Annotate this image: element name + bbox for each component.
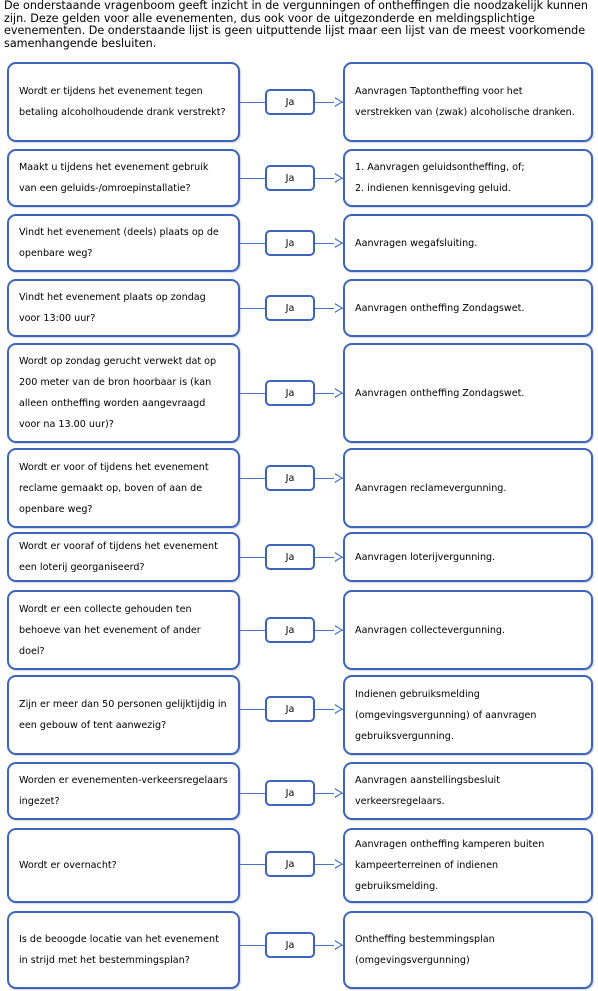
yes-button: Ja xyxy=(265,780,315,806)
connector-line xyxy=(240,308,265,309)
answer-text: Aanvragen collectevergunning. xyxy=(355,624,506,636)
yes-button: Ja xyxy=(265,617,315,643)
answer-box xyxy=(343,590,593,670)
answer-text: Aanvragen ontheffing Zondagswet. xyxy=(355,387,525,399)
question-box xyxy=(7,532,240,582)
question-text: Maakt u tijdens het evenement gebruik van een geluids-/omroepinstallatie? xyxy=(19,162,209,194)
question-text: Zijn er meer dan 50 personen gelijktijdig in een gebouw of tent aanwezig? xyxy=(19,699,227,731)
answer-text: Aanvragen reclamevergunning. xyxy=(355,482,507,494)
connector-line xyxy=(240,945,265,946)
yes-button: Ja xyxy=(265,295,315,321)
yes-button: Ja xyxy=(265,380,315,406)
yes-button: Ja xyxy=(265,544,315,570)
question-box xyxy=(7,828,240,903)
question-box xyxy=(7,762,240,820)
question-text: Wordt er tijdens het evenement tegen betaling alcoholhoudende drank verstrekt? xyxy=(19,86,226,118)
decision-row-overnight xyxy=(0,828,598,903)
answer-text: Aanvragen loterijvergunning. xyxy=(355,551,496,563)
arrow-icon xyxy=(335,238,343,248)
answer-text: Aanvragen Taptontheffing voor het verstrekken van (zwak) alcoholische dranken. xyxy=(355,86,575,118)
answer-text: Indienen gebruiksmelding (omgevingsvergunning) of aanvragen gebruiksvergunning. xyxy=(355,688,537,742)
question-text: Wordt er een collecte gehouden ten behoeve van het evenement of ander doel? xyxy=(19,603,201,657)
connector-line xyxy=(240,243,265,244)
answer-text: Aanvragen wegafsluiting. xyxy=(355,237,478,249)
question-text: Wordt er overnacht? xyxy=(19,860,117,871)
question-box xyxy=(7,343,240,443)
question-box xyxy=(7,62,240,142)
arrow-icon xyxy=(335,859,343,869)
connector-line xyxy=(240,557,265,558)
question-box xyxy=(7,448,240,528)
answer-text: Aanvragen ontheffing kamperen buiten kampeerterreinen of indienen gebruiksmelding. xyxy=(355,839,545,892)
decision-row-traffic xyxy=(0,762,598,820)
question-text: Worden er evenementen-verkeersregelaars ingezet? xyxy=(19,775,228,807)
arrow-icon xyxy=(335,173,343,183)
answer-box xyxy=(343,448,593,528)
answer-text: Aanvragen ontheffing Zondagswet. xyxy=(355,302,525,314)
question-box xyxy=(7,214,240,272)
connector-line xyxy=(240,478,265,479)
arrow-icon xyxy=(335,552,343,562)
answer-box xyxy=(343,762,593,820)
answer-box xyxy=(343,828,593,903)
connector-line xyxy=(240,393,265,394)
question-box xyxy=(7,279,240,337)
arrow-icon xyxy=(335,625,343,635)
yes-button: Ja xyxy=(265,230,315,256)
question-box xyxy=(7,675,240,755)
answer-box xyxy=(343,532,593,582)
decision-row-advertising xyxy=(0,448,598,528)
question-text: Wordt op zondag gerucht verwekt dat op 200 meter van de bron hoorbaar is (kan alleen ontheffing worden aangevraagd voor na 13.00 uur)? xyxy=(19,356,217,430)
yes-button: Ja xyxy=(265,465,315,491)
answer-box xyxy=(343,343,593,443)
arrow-icon xyxy=(335,473,343,483)
question-text: Vindt het evenement (deels) plaats op de openbare weg? xyxy=(19,227,219,259)
connector-line xyxy=(240,709,265,710)
question-box xyxy=(7,911,240,989)
decision-row-sound xyxy=(0,149,598,207)
connector-line xyxy=(240,178,265,179)
yes-button: Ja xyxy=(265,89,315,115)
answer-list-item: 2. indienen kennisgeving geluid. xyxy=(355,183,511,194)
arrow-icon xyxy=(335,704,343,714)
intro-text: De onderstaande vragenboom geeft inzicht in de vergunningen of ontheffingen die noodzakelijk kunnen zijn. Deze gelden voor alle evenementen, dus ook voor de uitgezonderde en meldingsplichtige evenementen. De onderstaande lijst is geen uitputtende lijst maar een lijst van de meest voorkomende samenhangende besluiten. xyxy=(4,0,588,50)
arrow-icon xyxy=(335,788,343,798)
answer-box xyxy=(343,279,593,337)
question-text: Vindt het evenement plaats op zondag voor 13:00 uur? xyxy=(19,292,206,324)
answer-box xyxy=(343,675,593,755)
answer-text: Aanvragen aanstellingsbesluit verkeersregelaars. xyxy=(355,775,500,807)
decision-row-alcohol xyxy=(0,62,598,142)
connector-line xyxy=(240,864,265,865)
arrow-icon xyxy=(335,388,343,398)
answer-box xyxy=(343,911,593,989)
connector-line xyxy=(240,102,265,103)
question-text: Wordt er vooraf of tijdens het evenement een loterij georganiseerd? xyxy=(19,541,218,573)
yes-button: Ja xyxy=(265,696,315,722)
question-box xyxy=(7,590,240,670)
arrow-icon xyxy=(335,303,343,313)
decision-row-collection xyxy=(0,590,598,670)
decision-row-road xyxy=(0,214,598,272)
answer-list-item: 1. Aanvragen geluidsontheffing, of; xyxy=(355,162,525,173)
answer-text: Ontheffing bestemmingsplan (omgevingsvergunning) xyxy=(355,934,495,966)
yes-button: Ja xyxy=(265,851,315,877)
decision-row-occupancy xyxy=(0,675,598,755)
question-text: Wordt er voor of tijdens het evenement reclame gemaakt op, boven of aan de openbare weg? xyxy=(19,461,209,515)
answer-box xyxy=(343,62,593,142)
connector-line xyxy=(240,630,265,631)
answer-box xyxy=(343,149,593,207)
decision-row-sunday-noise xyxy=(0,343,598,443)
arrow-icon xyxy=(335,940,343,950)
decision-row-sunday xyxy=(0,279,598,337)
arrow-icon xyxy=(335,97,343,107)
question-box xyxy=(7,149,240,207)
connector-line xyxy=(240,793,265,794)
yes-button: Ja xyxy=(265,165,315,191)
question-text: Is de beoogde locatie van het evenement in strijd met het bestemmingsplan? xyxy=(19,934,219,966)
yes-button: Ja xyxy=(265,932,315,958)
decision-row-zoning xyxy=(0,911,598,989)
answer-list xyxy=(355,157,581,199)
decision-row-lottery xyxy=(0,532,598,582)
answer-box xyxy=(343,214,593,272)
